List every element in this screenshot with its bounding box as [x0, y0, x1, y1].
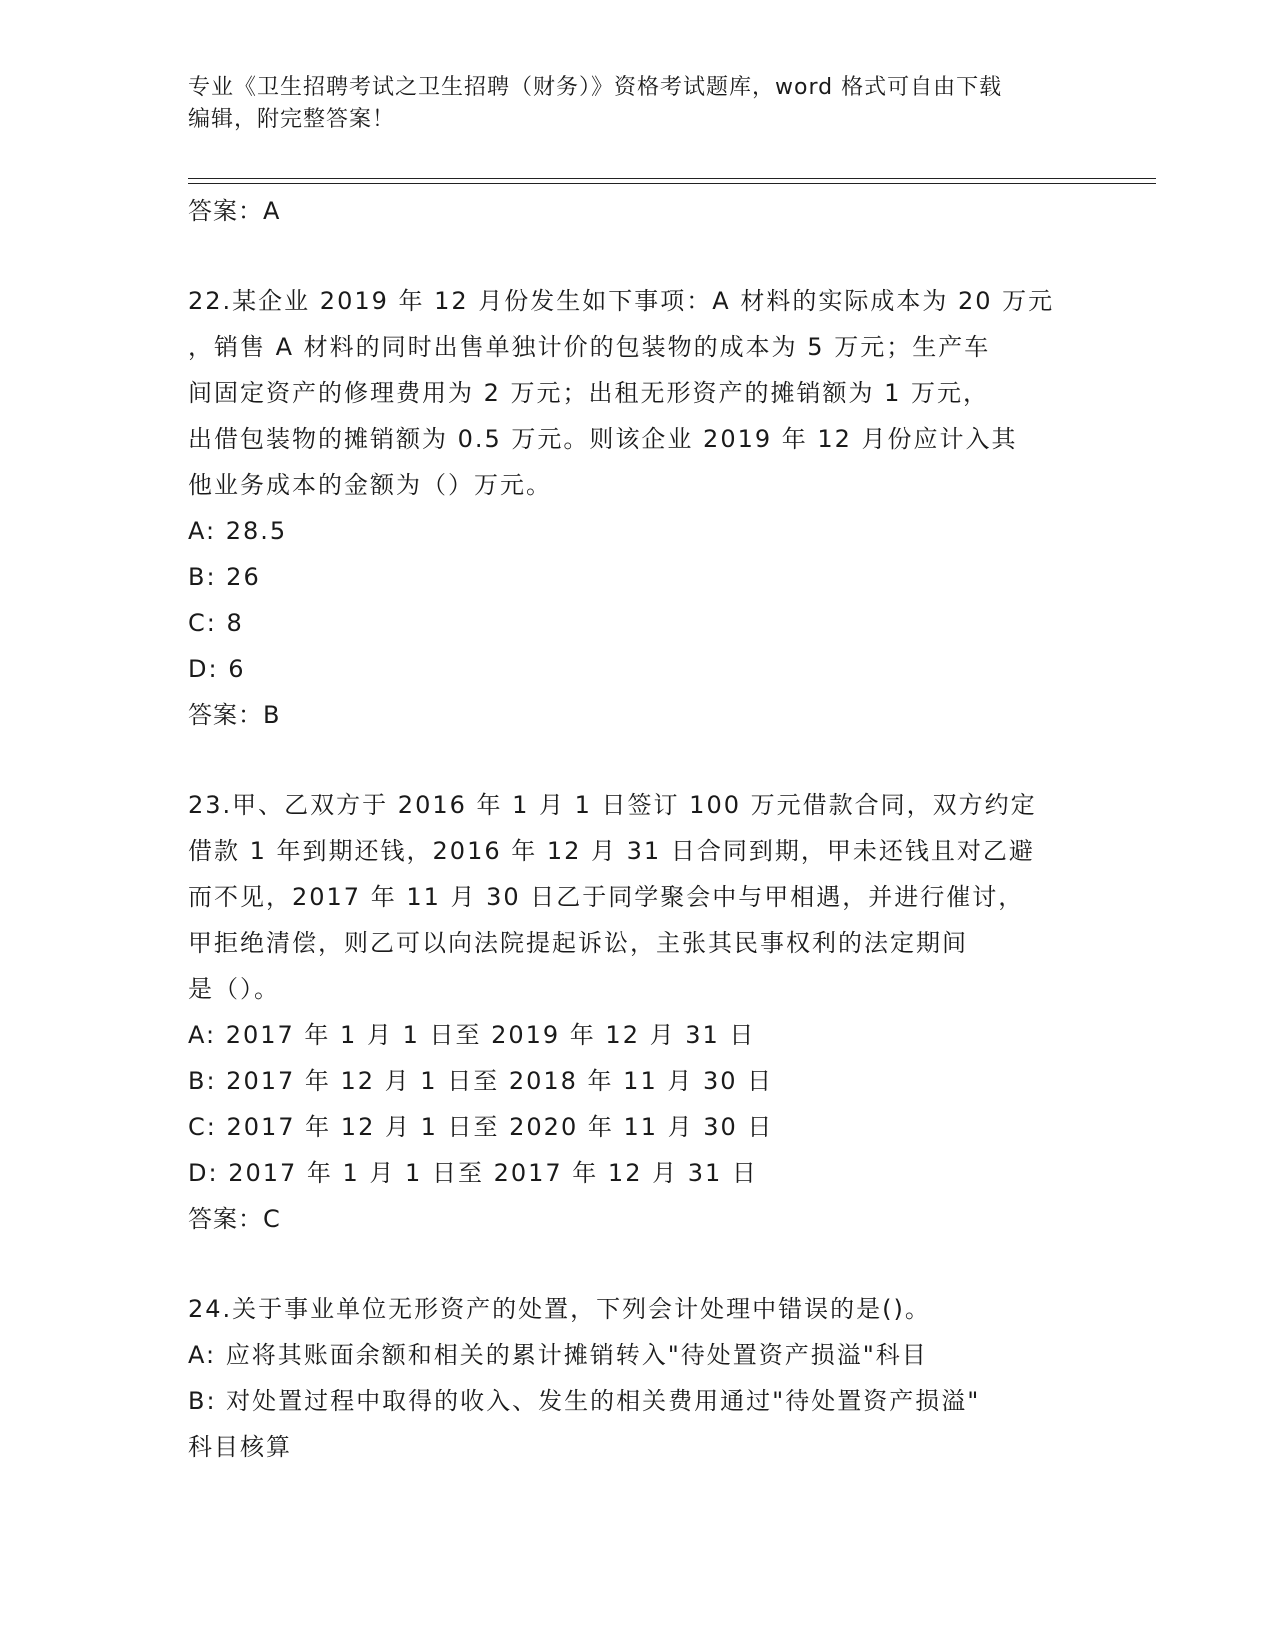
header-divider — [188, 178, 1156, 179]
answer: 答案：B — [188, 701, 281, 729]
question-text: 甲拒绝清偿，则乙可以向法院提起诉讼，主张其民事权利的法定期间 — [188, 929, 968, 957]
option-d: D: 2017 年 1 月 1 日至 2017 年 12 月 31 日 — [188, 1159, 758, 1187]
question-text: 24.关于事业单位无形资产的处置，下列会计处理中错误的是()。 — [188, 1295, 931, 1323]
question-text: 借款 1 年到期还钱，2016 年 12 月 31 日合同到期，甲未还钱且对乙避 — [188, 837, 1035, 865]
question-24 — [188, 1286, 1088, 1470]
option-c: C: 8 — [188, 609, 244, 637]
question-text: 他业务成本的金额为（）万元。 — [188, 471, 552, 499]
header-line: 编辑，附完整答案！ — [188, 107, 396, 132]
header-line: 专业《卫生招聘考试之卫生招聘（财务）》资格考试题库，word 格式可自由下载 — [188, 75, 1003, 100]
answer: 答案：C — [188, 1205, 281, 1233]
option-d: D: 6 — [188, 655, 246, 683]
page-header — [188, 72, 1088, 136]
option-a: A: 应将其账面余额和相关的累计摊销转入"待处置资产损溢"科目 — [188, 1341, 928, 1369]
answer-previous: 答案：A — [188, 197, 281, 225]
header-divider — [188, 183, 1156, 184]
question-text: 22.某企业 2019 年 12 月份发生如下事项：A 材料的实际成本为 20 万元 — [188, 287, 1055, 315]
option-a: A: 28.5 — [188, 517, 288, 545]
question-text: 是（）。 — [188, 975, 280, 1003]
question-text: 而不见，2017 年 11 月 30 日乙于同学聚会中与甲相遇，并进行催讨， — [188, 883, 1025, 911]
question-22 — [188, 278, 1088, 738]
option-b: B: 对处置过程中取得的收入、发生的相关费用通过"待处置资产损溢" — [188, 1387, 981, 1415]
question-text: 间固定资产的修理费用为 2 万元；出租无形资产的摊销额为 1 万元， — [188, 379, 990, 407]
question-text: ，销售 A 材料的同时出售单独计价的包装物的成本为 5 万元；生产车 — [188, 333, 991, 361]
question-23 — [188, 782, 1088, 1242]
question-text: 出借包装物的摊销额为 0.5 万元。则该企业 2019 年 12 月份应计入其 — [188, 425, 1018, 453]
question-text: 23.甲、乙双方于 2016 年 1 月 1 日签订 100 万元借款合同，双方约定 — [188, 791, 1037, 819]
option-b: B: 2017 年 12 月 1 日至 2018 年 11 月 30 日 — [188, 1067, 774, 1095]
option-b: B: 26 — [188, 563, 261, 591]
question-list — [188, 188, 1088, 1470]
option-b-continued: 科目核算 — [188, 1433, 292, 1461]
option-a: A: 2017 年 1 月 1 日至 2019 年 12 月 31 日 — [188, 1021, 756, 1049]
option-c: C: 2017 年 12 月 1 日至 2020 年 11 月 30 日 — [188, 1113, 774, 1141]
